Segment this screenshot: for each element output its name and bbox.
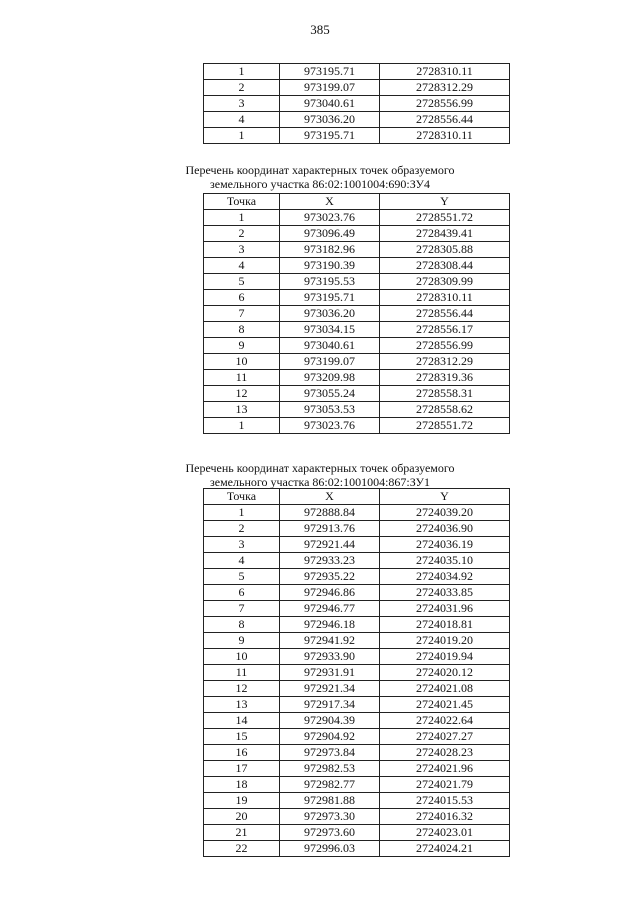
table-row [204,354,510,370]
table-row [204,210,510,226]
cell-x: 972888.84 [280,505,380,521]
cell-y: 2724028.23 [380,745,510,761]
cell-x: 972941.92 [280,633,380,649]
table-row [204,258,510,274]
cell-point: 3 [204,537,280,553]
cell-x: 972935.22 [280,569,380,585]
cell-point: 12 [204,386,280,402]
table-row [204,112,510,128]
table-row [204,665,510,681]
cell-y: 2724019.20 [380,633,510,649]
table-row [204,841,510,857]
cell-point: 15 [204,729,280,745]
cell-x: 972973.84 [280,745,380,761]
cell-y: 2724019.94 [380,649,510,665]
table3-header-row [204,489,510,505]
cell-x: 973190.39 [280,258,380,274]
cell-point: 1 [204,128,280,144]
cell-x: 973034.15 [280,322,380,338]
cell-y: 2728556.44 [380,112,510,128]
table-row [204,617,510,633]
cell-x: 973182.96 [280,242,380,258]
cell-y: 2724015.53 [380,793,510,809]
table1-body [204,64,510,144]
table-row [204,809,510,825]
table-row [204,370,510,386]
table-row [204,386,510,402]
table-row [204,306,510,322]
cell-point: 14 [204,713,280,729]
cell-point: 5 [204,274,280,290]
cell-x: 973195.71 [280,290,380,306]
cell-point: 1 [204,64,280,80]
cell-y: 2728305.88 [380,242,510,258]
table-row [204,713,510,729]
cell-y: 2728309.99 [380,274,510,290]
cell-y: 2728310.11 [380,128,510,144]
cell-x: 972946.77 [280,601,380,617]
cell-point: 9 [204,338,280,354]
cell-y: 2724031.96 [380,601,510,617]
cell-x: 973040.61 [280,96,380,112]
table-row [204,681,510,697]
cell-y: 2724033.85 [380,585,510,601]
cell-x: 972982.77 [280,777,380,793]
cell-point: 2 [204,521,280,537]
table-row [204,418,510,434]
column-header-y: Y [380,489,510,505]
table-row [204,505,510,521]
coordinates-table-zu4 [203,193,510,434]
table2-body [204,210,510,434]
cell-y: 2724034.92 [380,569,510,585]
cell-x: 973036.20 [280,306,380,322]
cell-x: 972913.76 [280,521,380,537]
table-row [204,825,510,841]
cell-point: 21 [204,825,280,841]
cell-y: 2724016.32 [380,809,510,825]
cell-y: 2724027.27 [380,729,510,745]
cell-point: 16 [204,745,280,761]
cell-x: 972933.23 [280,553,380,569]
cell-x: 972981.88 [280,793,380,809]
cell-x: 973036.20 [280,112,380,128]
table-row [204,633,510,649]
table-row [204,80,510,96]
column-header-y: Y [380,194,510,210]
cell-x: 972904.92 [280,729,380,745]
table-row [204,697,510,713]
column-header-x: X [280,489,380,505]
cell-point: 8 [204,322,280,338]
cell-point: 17 [204,761,280,777]
cell-point: 4 [204,258,280,274]
table-row [204,553,510,569]
table-row [204,745,510,761]
table2-caption-line2: земельного участка 86:02:1001004:690:ЗУ4 [210,177,430,191]
cell-y: 2724021.08 [380,681,510,697]
cell-y: 2724036.19 [380,537,510,553]
cell-y: 2724035.10 [380,553,510,569]
cell-point: 3 [204,96,280,112]
cell-point: 13 [204,697,280,713]
cell-y: 2724024.21 [380,841,510,857]
cell-y: 2724020.12 [380,665,510,681]
table-row [204,585,510,601]
cell-y: 2724039.20 [380,505,510,521]
cell-y: 2728551.72 [380,418,510,434]
cell-point: 20 [204,809,280,825]
table-row [204,729,510,745]
cell-x: 972904.39 [280,713,380,729]
cell-y: 2728556.44 [380,306,510,322]
cell-y: 2728556.99 [380,96,510,112]
table-row [204,274,510,290]
table-row [204,402,510,418]
cell-y: 2724018.81 [380,617,510,633]
table3-caption-line1: Перечень координат характерных точек образуемого [185,461,455,475]
cell-point: 2 [204,226,280,242]
table-row [204,761,510,777]
page-number: 385 [310,22,330,37]
cell-y: 2728312.29 [380,80,510,96]
cell-point: 11 [204,370,280,386]
cell-y: 2728312.29 [380,354,510,370]
cell-y: 2728556.17 [380,322,510,338]
cell-x: 973023.76 [280,210,380,226]
cell-y: 2724021.45 [380,697,510,713]
cell-y: 2724021.79 [380,777,510,793]
cell-point: 22 [204,841,280,857]
table-row [204,777,510,793]
table-row [204,128,510,144]
table-row [204,96,510,112]
table-row [204,242,510,258]
cell-x: 972917.34 [280,697,380,713]
cell-point: 4 [204,553,280,569]
cell-point: 12 [204,681,280,697]
cell-x: 973199.07 [280,80,380,96]
cell-y: 2724022.64 [380,713,510,729]
cell-point: 5 [204,569,280,585]
cell-y: 2728319.36 [380,370,510,386]
cell-point: 3 [204,242,280,258]
cell-x: 972921.34 [280,681,380,697]
cell-x: 973055.24 [280,386,380,402]
cell-point: 9 [204,633,280,649]
table-row [204,338,510,354]
cell-x: 973195.71 [280,128,380,144]
cell-y: 2728308.44 [380,258,510,274]
cell-x: 973199.07 [280,354,380,370]
cell-x: 972921.44 [280,537,380,553]
cell-y: 2728556.99 [380,338,510,354]
column-header-point: Точка [204,489,280,505]
cell-point: 18 [204,777,280,793]
cell-x: 973195.71 [280,64,380,80]
cell-point: 10 [204,354,280,370]
table-row [204,521,510,537]
column-header-x: X [280,194,380,210]
table2-caption-line1: Перечень координат характерных точек образуемого [185,163,455,177]
cell-point: 13 [204,402,280,418]
cell-x: 972933.90 [280,649,380,665]
cell-x: 972996.03 [280,841,380,857]
cell-x: 972946.86 [280,585,380,601]
table3-caption [0,461,640,489]
cell-y: 2724023.01 [380,825,510,841]
cell-point: 10 [204,649,280,665]
column-header-point: Точка [204,194,280,210]
table-row [204,226,510,242]
table-row [204,537,510,553]
cell-point: 1 [204,418,280,434]
cell-x: 973053.53 [280,402,380,418]
cell-point: 2 [204,80,280,96]
table-row [204,64,510,80]
cell-y: 2728558.62 [380,402,510,418]
cell-point: 6 [204,290,280,306]
cell-point: 6 [204,585,280,601]
cell-point: 11 [204,665,280,681]
cell-x: 973040.61 [280,338,380,354]
cell-y: 2728551.72 [380,210,510,226]
cell-point: 1 [204,505,280,521]
table-row [204,649,510,665]
table2-header-row [204,194,510,210]
cell-point: 8 [204,617,280,633]
cell-point: 7 [204,601,280,617]
cell-x: 972973.60 [280,825,380,841]
table-row [204,569,510,585]
cell-x: 972946.18 [280,617,380,633]
cell-y: 2724036.90 [380,521,510,537]
table-row [204,290,510,306]
cell-point: 7 [204,306,280,322]
cell-y: 2728558.31 [380,386,510,402]
table-row [204,793,510,809]
table-row [204,601,510,617]
cell-x: 973096.49 [280,226,380,242]
cell-y: 2728310.11 [380,290,510,306]
cell-x: 972982.53 [280,761,380,777]
table-row [204,322,510,338]
cell-x: 973209.98 [280,370,380,386]
coordinates-table-continued [203,63,510,144]
cell-point: 4 [204,112,280,128]
cell-x: 973195.53 [280,274,380,290]
cell-y: 2728439.41 [380,226,510,242]
cell-x: 972931.91 [280,665,380,681]
coordinates-table-zu1 [203,488,510,857]
cell-y: 2728310.11 [380,64,510,80]
cell-x: 972973.30 [280,809,380,825]
cell-x: 973023.76 [280,418,380,434]
cell-point: 19 [204,793,280,809]
cell-point: 1 [204,210,280,226]
table3-caption-line2: земельного участка 86:02:1001004:867:ЗУ1 [210,475,430,489]
table3-body [204,505,510,857]
table2-caption [0,163,640,191]
cell-y: 2724021.96 [380,761,510,777]
